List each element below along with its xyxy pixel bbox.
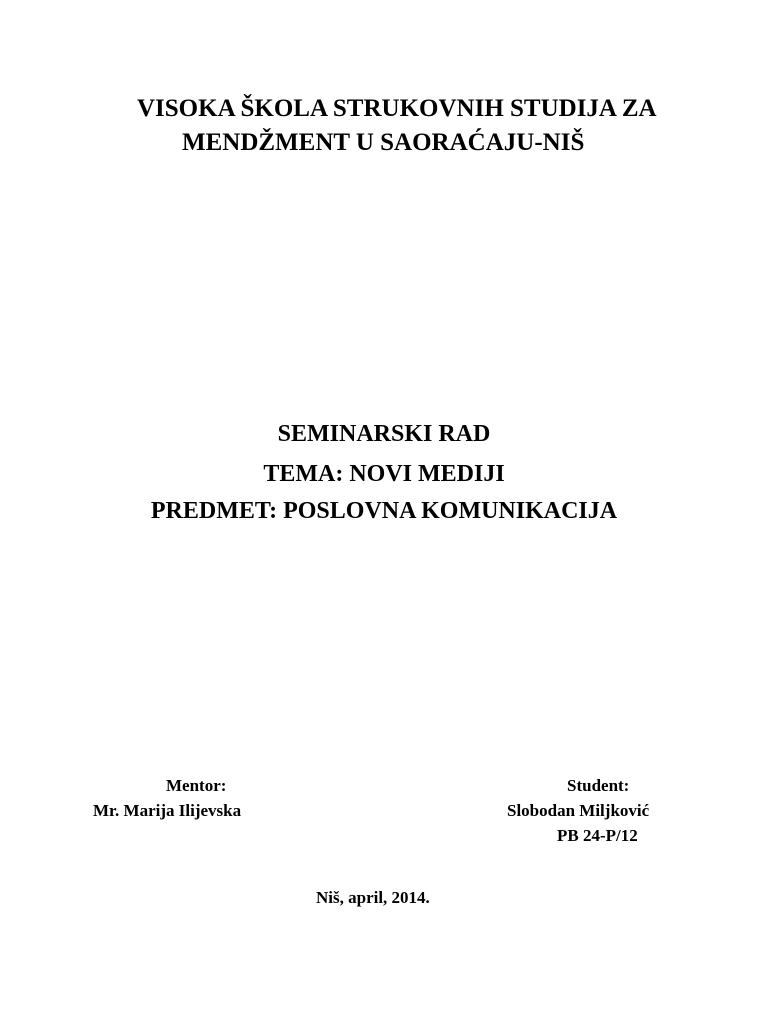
document-topic: TEMA: NOVI MEDIJI <box>263 461 505 487</box>
document-subject: PREDMET: POSLOVNA KOMUNIKACIJA <box>150 498 618 524</box>
student-name: Slobodan Miljković <box>507 801 650 820</box>
student-label: Student: <box>567 776 630 795</box>
mentor-name: Mr. Marija Ilijevska <box>93 801 242 820</box>
mentor-label: Mentor: <box>166 776 227 795</box>
student-index: PB 24-P/12 <box>557 826 638 845</box>
institution-name-line1: VISOKA ŠKOLA STRUKOVNIH STUDIJA ZA <box>137 95 657 122</box>
place-and-date: Niš, april, 2014. <box>316 888 430 907</box>
institution-name-line2: MENDŽMENT U SAORAĆAJU-NIŠ <box>182 129 585 156</box>
document-type: SEMINARSKI RAD <box>277 421 491 447</box>
